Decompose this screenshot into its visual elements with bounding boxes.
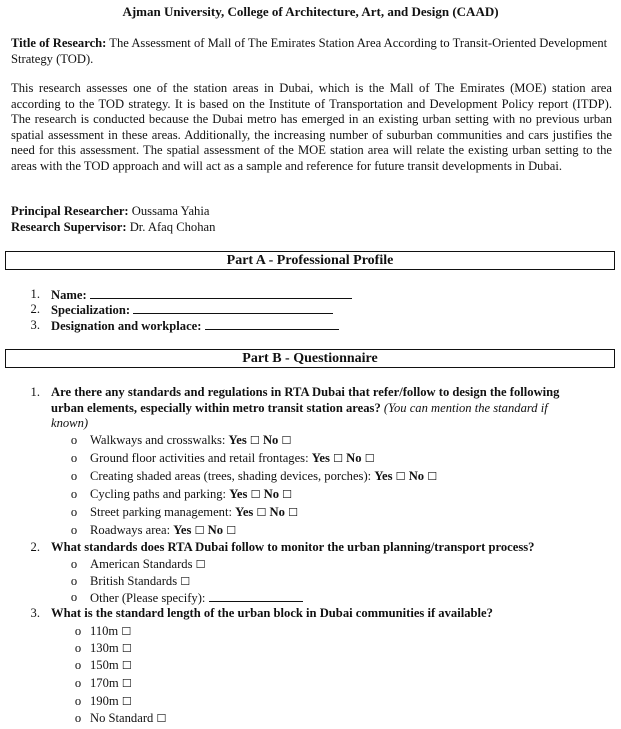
yes-checkbox[interactable]: ☐ (194, 524, 205, 537)
bullet-icon: o (74, 694, 82, 708)
principal-value: Oussama Yahia (128, 204, 210, 218)
question-number: 3. (30, 606, 40, 620)
question-1-hint-continued: known) (51, 416, 89, 430)
option-label: Street parking management: (90, 505, 232, 519)
designation-input-line[interactable] (205, 318, 339, 330)
bullet-icon: o (70, 574, 78, 588)
research-supervisor (11, 220, 611, 236)
no-checkbox[interactable]: ☐ (282, 488, 293, 501)
question-3-text: What is the standard length of the urban block in Dubai communities if available? (51, 606, 493, 620)
option-checkbox[interactable]: ☐ (180, 575, 191, 588)
option-label: Cycling paths and parking: (90, 487, 227, 501)
no-label: No (263, 487, 280, 501)
question-1-line-2 (51, 401, 548, 417)
yes-label: Yes (235, 505, 254, 519)
yes-checkbox[interactable]: ☐ (256, 506, 267, 519)
principal-label: Principal Researcher: (11, 204, 129, 218)
bullet-icon: o (74, 676, 82, 690)
bullet-icon: o (74, 624, 82, 638)
yes-label: Yes (228, 433, 247, 447)
option-label: Creating shaded areas (trees, shading devices, porches): (90, 469, 372, 483)
abstract-paragraph: This research assesses one of the station areas in Dubai, which is the Mall of The Emirates (MOE) station area according to the TOD strategy. It is based on the Institute of Transportation and Development Policy report (ITDP). The research is conducted because the Dubai metro has emerged in an existing urban setting with no previous urban spatial assessment in these areas. Additionally, the increasing number of suburban communities and cars justifies the need for this assessment. The spatial assessment of the MOE station area will relate the existing urban setting to the areas with the TOD approach and will act as a sample and reference for future transit developments in Dubai. (11, 81, 612, 173)
option-label: 150m (90, 658, 119, 672)
field-name-label: Name: (51, 288, 87, 302)
option-checkbox[interactable]: ☐ (121, 677, 132, 690)
research-title-label: Title of Research: (11, 36, 107, 50)
option-checkbox[interactable]: ☐ (121, 642, 132, 655)
supervisor-label: Research Supervisor: (11, 219, 127, 234)
yes-checkbox[interactable]: ☐ (395, 470, 406, 483)
bullet-icon: o (70, 433, 78, 447)
no-checkbox[interactable]: ☐ (281, 434, 292, 447)
option-label: No Standard (90, 711, 154, 725)
research-title (11, 36, 611, 67)
yes-label: Yes (229, 487, 248, 501)
research-title-text: The Assessment of Mall of The Emirates Station Area According to Transit-Oriented Development Strategy (TOD). (11, 36, 608, 66)
supervisor-value: Dr. Afaq Chohan (126, 219, 216, 234)
field-specialization-label: Specialization: (51, 303, 131, 317)
option-label: British Standards (90, 574, 178, 588)
option-label: 110m (90, 624, 119, 638)
field-designation-label: Designation and workplace: (51, 319, 202, 333)
principal-researcher (11, 204, 611, 220)
no-label: No (408, 469, 425, 483)
option-checkbox[interactable]: ☐ (195, 558, 206, 571)
no-checkbox[interactable]: ☐ (427, 470, 438, 483)
part-b-heading: Part B - Questionnaire (5, 349, 615, 368)
no-checkbox[interactable]: ☐ (288, 506, 298, 519)
field-number: 1. (30, 287, 40, 301)
yes-label: Yes (311, 451, 330, 465)
bullet-icon: o (74, 641, 82, 655)
specialization-input-line[interactable] (133, 302, 333, 314)
field-number: 3. (30, 318, 40, 332)
option-checkbox[interactable]: ☐ (121, 695, 132, 708)
option-label: 170m (90, 676, 119, 690)
option-label: Ground floor activities and retail frontages: (90, 451, 309, 465)
bullet-icon: o (70, 451, 78, 465)
yes-checkbox[interactable]: ☐ (333, 452, 343, 465)
question-1-bold: urban elements, especially within metro transit station areas? (51, 401, 381, 415)
question-2-text: What standards does RTA Dubai follow to monitor the urban planning/transport process? (51, 540, 535, 554)
bullet-icon: o (74, 658, 82, 672)
bullet-icon: o (70, 523, 78, 537)
option-label: Roadways area: (90, 523, 171, 537)
option-checkbox[interactable]: ☐ (156, 712, 167, 725)
other-specify-input-line[interactable] (209, 590, 303, 602)
question-1-line-1: Are there any standards and regulations in RTA Dubai that refer/follow to design the following (51, 385, 560, 399)
name-input-line[interactable] (90, 287, 352, 299)
option-label: Walkways and crosswalks: (90, 433, 226, 447)
yes-label: Yes (173, 523, 192, 537)
bullet-icon: o (70, 487, 78, 501)
bullet-icon: o (70, 557, 78, 571)
document-header: Ajman University, College of Architecture, Art, and Design (CAAD) (122, 4, 499, 19)
researchers-block (11, 204, 611, 235)
no-label: No (207, 523, 224, 537)
no-checkbox[interactable]: ☐ (226, 524, 237, 537)
bullet-icon: o (70, 469, 78, 483)
no-label: No (346, 451, 362, 465)
option-checkbox[interactable]: ☐ (121, 625, 132, 638)
bullet-icon: o (70, 590, 78, 604)
option-label: Other (Please specify): (90, 591, 206, 605)
question-number: 2. (30, 540, 40, 554)
yes-label: Yes (374, 469, 393, 483)
bullet-icon: o (70, 505, 78, 519)
question-number: 1. (30, 385, 40, 399)
bullet-icon: o (74, 711, 82, 725)
field-number: 2. (30, 302, 40, 316)
no-checkbox[interactable]: ☐ (364, 452, 375, 465)
option-label: 130m (90, 641, 119, 655)
option-label: American Standards (90, 557, 193, 571)
yes-checkbox[interactable]: ☐ (249, 434, 260, 447)
part-a-heading: Part A - Professional Profile (5, 251, 615, 270)
option-label: 190m (90, 694, 119, 708)
option-checkbox[interactable]: ☐ (121, 659, 132, 672)
no-label: No (262, 433, 279, 447)
question-1-hint: (You can mention the standard if (383, 401, 548, 415)
no-label: No (269, 505, 285, 519)
yes-checkbox[interactable]: ☐ (250, 488, 261, 501)
